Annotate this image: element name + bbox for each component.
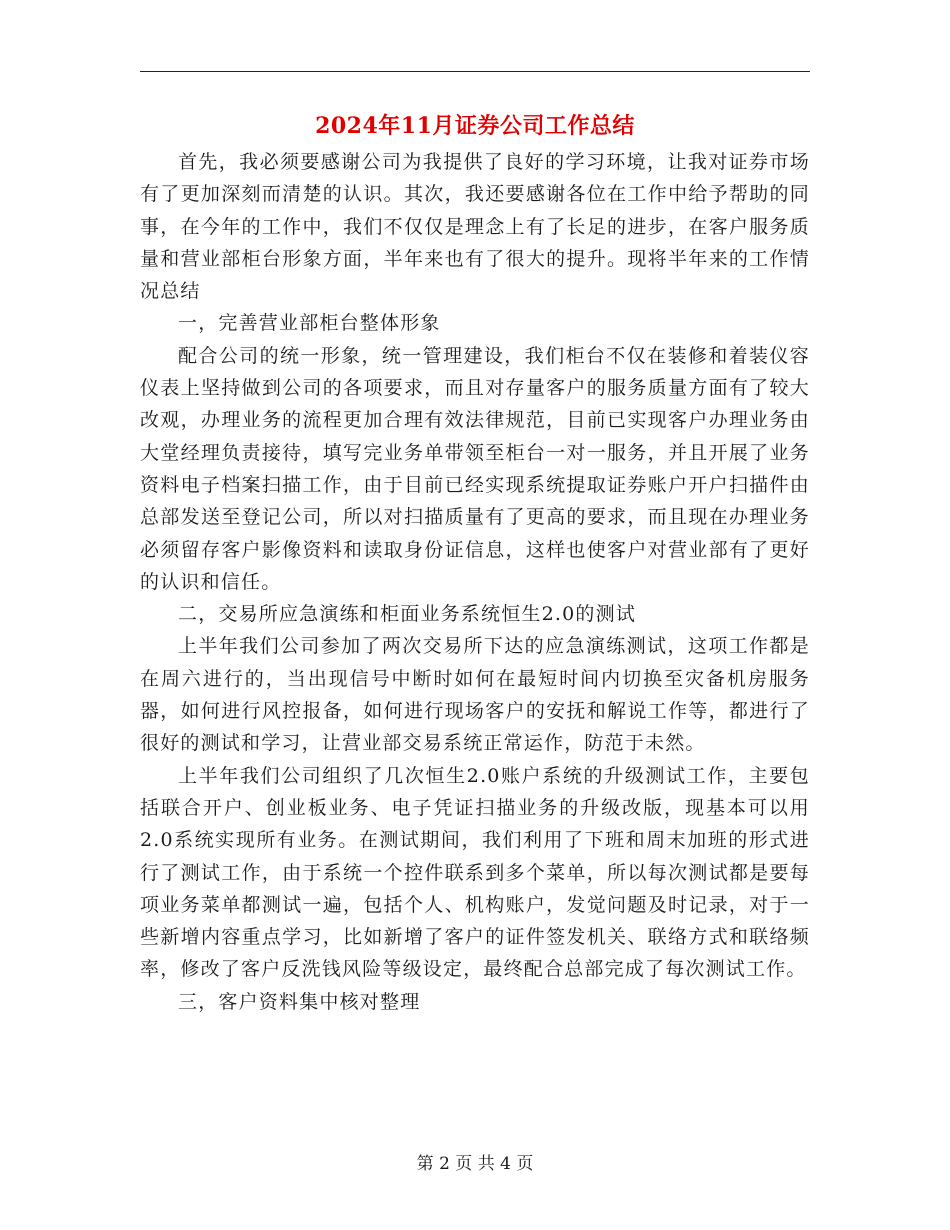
paragraph-section-2b: 上半年我们公司组织了几次恒生2.0账户系统的升级测试工作，主要包括联合开户、创业板业务、电子凭证扫描业务的升级改版，现基本可以用2.0系统实现所有业务。在测试期间，我们利用了下班和周末加班的形式进行了测试工作，由于系统一个控件联系到多个菜单，所以每次测试都是要每项业务菜单都测试一遍，包括个人、机构账户，发觉问题及时记录，对于一些新增内容重点学习，比如新增了客户的证件签发机关、联络方式和联络频率，修改了客户反洗钱风险等级设定，最终配合总部完成了每次测试工作。 bbox=[140, 764, 810, 981]
page-number: 第 2 页 共 4 页 bbox=[416, 1154, 534, 1174]
section-heading-1: 一，完善营业部柜台整体形象 bbox=[178, 312, 441, 335]
paragraph-section-1: 配合公司的统一形象，统一管理建设，我们柜台不仅在装修和着装仪容仪表上坚持做到公司的各项要求，而且对存量客户的服务质量方面有了较大改观，办理业务的流程更加合理有效法律规范，目前已实现客户办理业务由大堂经理负责接待，填写完业务单带领至柜台一对一服务，并且开展了业务资料电子档案扫描工作，由于目前已经实现系统提取证券账户开户扫描件由总部发送至登记公司，所以对扫描质量有了更高的要求，而且现在办理业务必须留存客户影像资料和读取身份证信息，这样也使客户对营业部有了更好的认识和信任。 bbox=[140, 344, 810, 593]
paragraph-intro: 首先，我必须要感谢公司为我提供了良好的学习环境，让我对证券市场有了更加深刻而清楚的认识。其次，我还要感谢各位在工作中给予帮助的同事，在今年的工作中，我们不仅仅是理念上有了长足的进步，在客户服务质量和营业部柜台形象方面，半年来也有了很大的提升。现将半年来的工作情况总结 bbox=[140, 151, 810, 303]
header-rule bbox=[140, 71, 810, 72]
paragraph-section-2a: 上半年我们公司参加了两次交易所下达的应急演练测试，这项工作都是在周六进行的，当出现信号中断时如何在最短时间内切换至灾备机房服务器，如何进行风控报备，如何进行现场客户的安抚和解说工作等，都进行了很好的测试和学习，让营业部交易系统正常运作，防范于未然。 bbox=[140, 635, 810, 755]
section-heading-3: 三，客户资料集中核对整理 bbox=[178, 990, 421, 1013]
section-heading-2: 二，交易所应急演练和柜面业务系统恒生2.0的测试 bbox=[178, 603, 637, 626]
document-title: 2024年11月证券公司工作总结 bbox=[315, 113, 635, 139]
document-body bbox=[140, 146, 810, 1018]
